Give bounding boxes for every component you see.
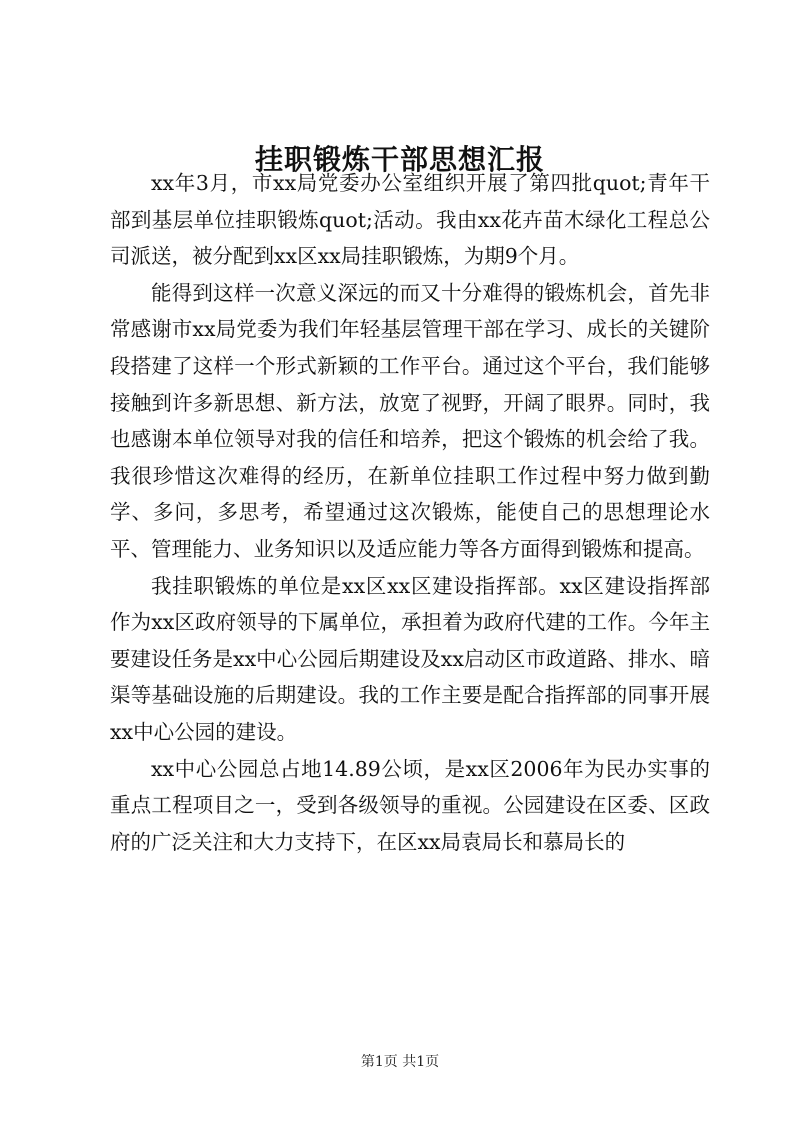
document-title: 挂职锻炼干部思想汇报 <box>254 143 545 176</box>
paragraph-1: xx年3月，市xx局党委办公室组织开展了第四批quot;青年干部到基层单位挂职锻炼quot;活动。我由xx花卉苗木绿化工程总公司派送，被分配到xx区xx局挂职锻炼，为期9个月。 <box>110 171 710 269</box>
paragraph-2: 能得到这样一次意义深远的而又十分难得的锻炼机会，首先非常感谢市xx局党委为我们年轻基层管理干部在学习、成长的关键阶段搭建了这样一个形式新颖的工作平台。通过这个平台，我们能够接触到许多新思想、新方法，放宽了视野，开阔了眼界。同时，我也感谢本单位领导对我的信任和培养，把这个锻炼的机会给了我。我很珍惜这次难得的经历，在新单位挂职工作过程中努力做到勤学、多问，多思考，希望通过这次锻炼，能使自己的思想理论水平、管理能力、业务知识以及适应能力等各方面得到锻炼和提高。 <box>110 280 710 561</box>
paragraph-4: xx中心公园总占地14.89公顷，是xx区2006年为民办实事的重点工程项目之一，受到各级领导的重视。公园建设在区委、区政府的广泛关注和大力支持下，在区xx局袁局长和慕局长的 <box>110 756 710 854</box>
document-body <box>110 165 710 860</box>
page-footer: 第1页 共1页 <box>360 1054 440 1070</box>
paragraph-3: 我挂职锻炼的单位是xx区xx区建设指挥部。xx区建设指挥部作为xx区政府领导的下属单位，承担着为政府代建的工作。今年主要建设任务是xx中心公园后期建设及xx启动区市政道路、排水、暗渠等基础设施的后期建设。我的工作主要是配合指挥部的同事开展xx中心公园的建设。 <box>110 573 710 744</box>
